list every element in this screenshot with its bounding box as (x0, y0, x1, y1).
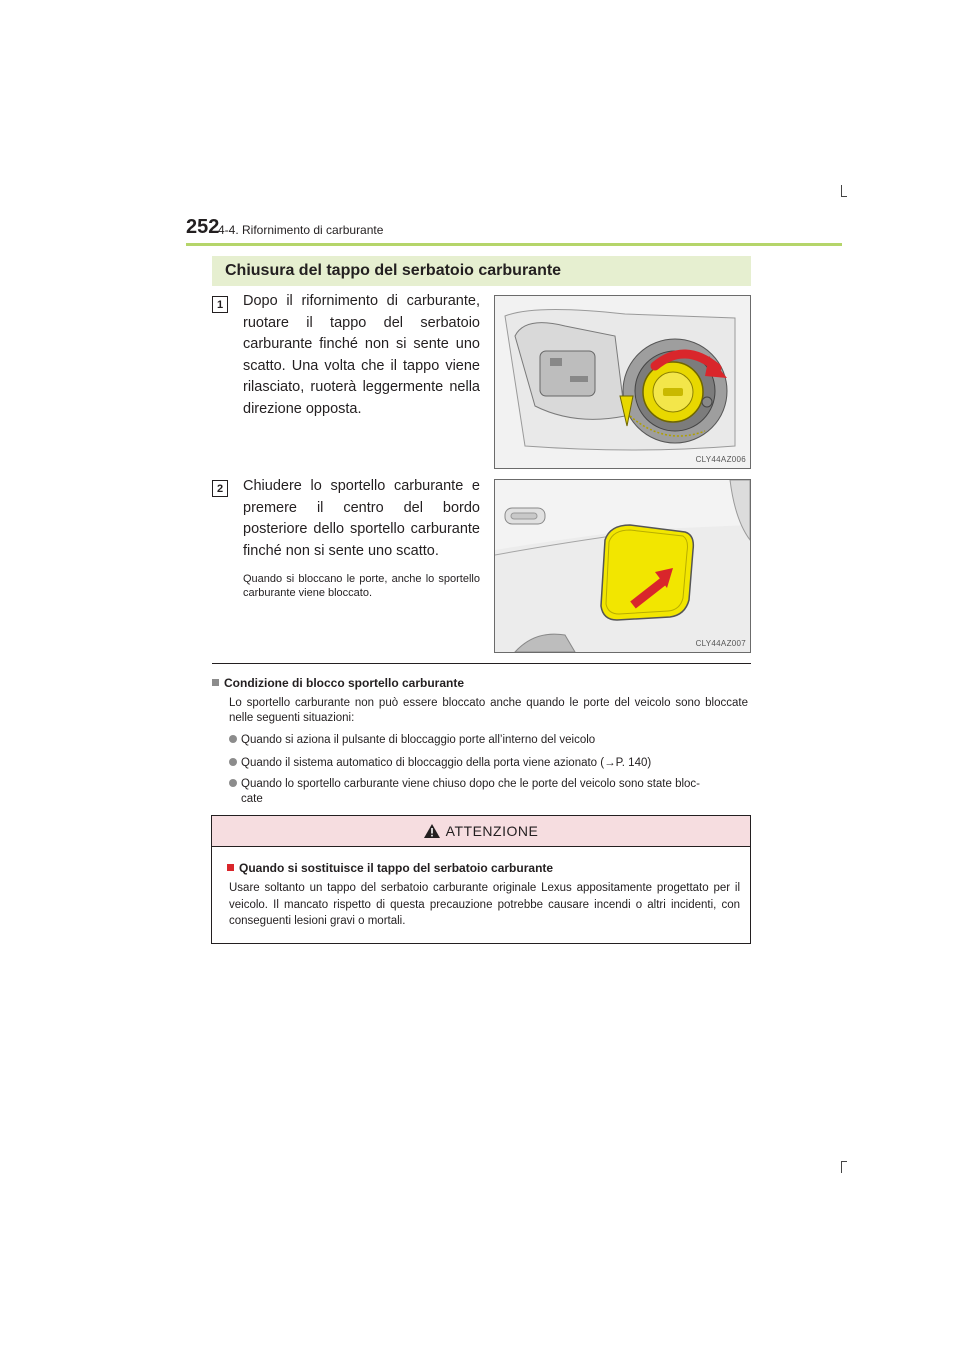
section-heading (212, 256, 751, 286)
step-2-note: Quando si bloccano le porte, anche lo sportello carburante viene bloccato. (243, 573, 480, 599)
warning-box (211, 815, 751, 944)
round-bullet-icon (229, 735, 237, 743)
section-heading-text: Chiusura del tappo del serbatoio carburante (225, 262, 562, 279)
header-rule (186, 243, 842, 246)
warning-text: Usare soltanto un tappo del serbatoio carburante originale Lexus appositamente progettato per il veicolo. Il mancato rispetto di questa precauzione potrebbe causare incendi o altri incidenti, con conseguenti lesioni gravi o mortali. (229, 882, 740, 927)
fuel-cap-figure (494, 295, 751, 469)
fuel-door-illustration (495, 480, 750, 652)
step-1-badge: 1 (212, 296, 228, 313)
warning-title-text: Quando si sostituisce il tappo del serbatoio carburante (239, 861, 554, 875)
warning-label: ATTENZIONE (445, 823, 539, 839)
condition-bullet (229, 756, 748, 771)
fuel-door-figure (494, 479, 751, 653)
condition-bullet-text: Quando lo sportello carburante viene chiuso dopo che le porte del veicolo sono state bloc- (241, 778, 701, 790)
warning-title (227, 861, 553, 875)
fuel-cap-illustration (495, 296, 750, 468)
condition-bullet (229, 733, 748, 748)
condition-bullet-text: Quando si aziona il pulsante di bloccaggio porte all’interno del veicolo (241, 734, 596, 746)
step-2-badge: 2 (212, 480, 228, 497)
condition-title (212, 676, 464, 690)
warning-header (212, 816, 750, 847)
warning-triangle-icon (424, 824, 440, 838)
round-bullet-icon (229, 758, 237, 766)
square-bullet-icon (227, 864, 234, 871)
figure-1-code: CLY44AZ006 (695, 455, 746, 464)
condition-bullet-continuation: cate (241, 793, 263, 805)
square-bullet-icon (212, 679, 219, 686)
section-title: 4-4. Rifornimento di carburante (218, 223, 384, 237)
separator-line (212, 663, 751, 664)
crop-mark-bottom (841, 1161, 842, 1173)
condition-body: Lo sportello carburante non può essere bloccato anche quando le porte del veicolo sono bloccate nelle seguenti situazioni: (229, 697, 748, 724)
condition-title-text: Condizione di blocco sportello carburante (224, 676, 465, 690)
step-1-text: Dopo il rifornimento di carburante, ruotare il tappo del serbatoio carburante finché non si sente uno scatto. Una volta che il tappo viene rilasciato, ruoterà leggermente nella direzione opposta. (243, 293, 480, 417)
condition-bullet-text: Quando il sistema automatico di bloccaggio della porta viene azionato (→P. 140) (241, 757, 652, 769)
round-bullet-icon (229, 779, 237, 787)
condition-bullet (229, 777, 748, 807)
step-2-text: Chiudere lo sportello carburante e premere il centro del bordo posteriore dello sportello carburante finché non si sente uno scatto. (243, 478, 480, 559)
page-number: 252 (186, 216, 220, 238)
crop-mark-top (841, 185, 842, 197)
figure-2-code: CLY44AZ007 (695, 639, 746, 648)
